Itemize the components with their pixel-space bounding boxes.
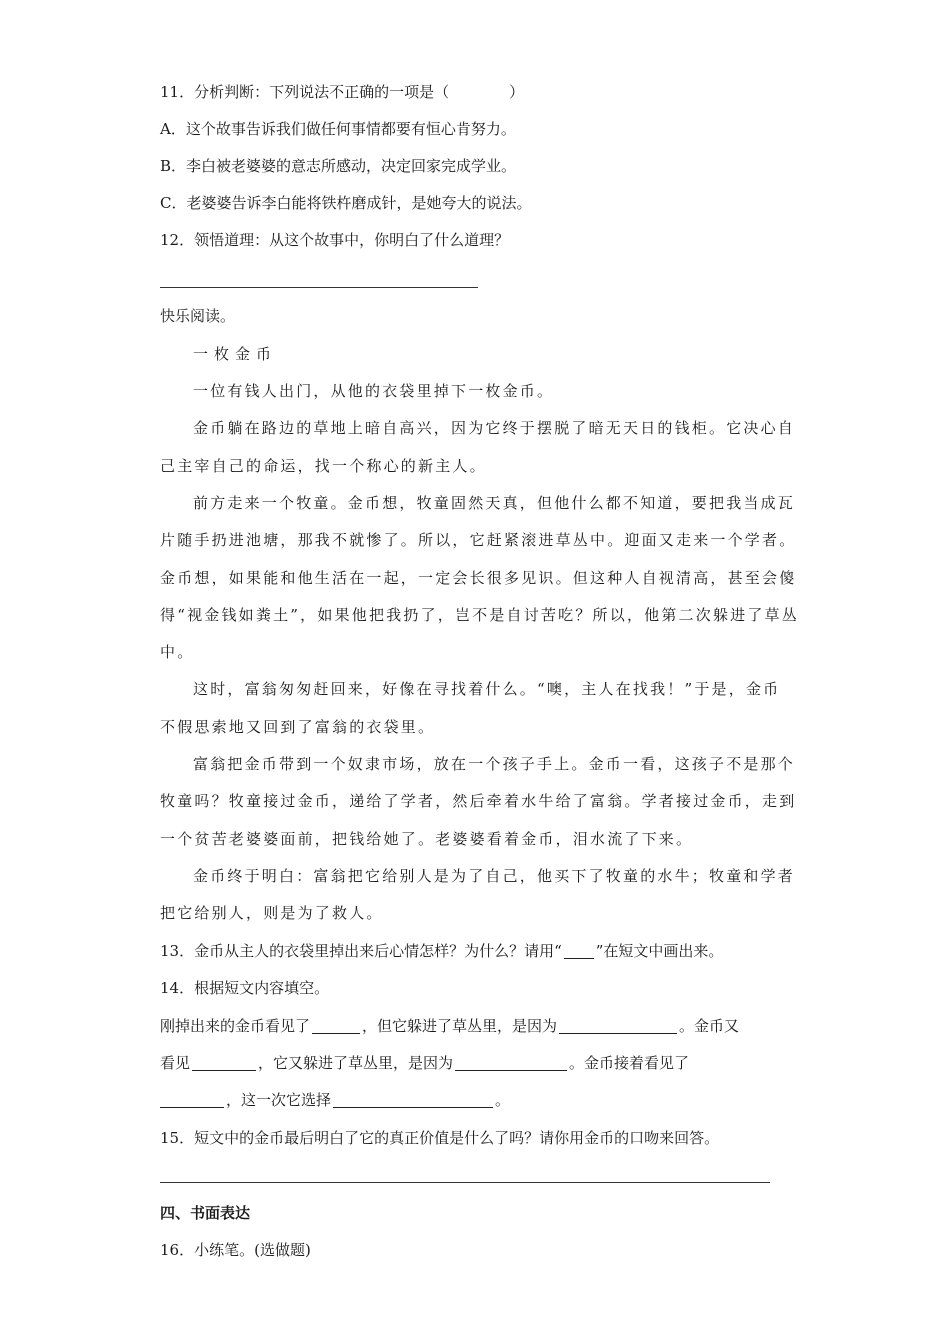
story-line: 富翁把金币带到一个奴隶市场，放在一个孩子手上。金币一看，这孩子不是那个 — [193, 755, 796, 773]
reading-intro: 快乐阅读。 — [160, 307, 236, 325]
question-15-answer-line[interactable] — [160, 1182, 770, 1183]
question-11-stem: 11．分析判断：下列说法不正确的一项是（ ） — [160, 83, 525, 101]
question-14-line-1 — [160, 1015, 739, 1036]
blank-saw-second[interactable] — [192, 1055, 256, 1071]
question-13-text-before: 13．金币从主人的衣袋里掉出来后心情怎样？为什么？请用“ — [160, 942, 562, 960]
question-14-line-2 — [160, 1052, 689, 1073]
story-line: 己主宰自己的命运，找一个称心的新主人。 — [160, 457, 487, 475]
blank-saw-third[interactable] — [160, 1092, 224, 1108]
fill-text: 刚掉出来的金币看见了 — [160, 1017, 311, 1035]
story-line: 中。 — [160, 643, 195, 661]
question-14-stem: 14．根据短文内容填空。 — [160, 979, 330, 997]
story-line: 金币终于明白：富翁把它给别人是为了自己，他买下了牧童的水牛；牧童和学者 — [193, 867, 796, 885]
question-11-option-b[interactable]: B．李白被老婆婆的意志所感动，决定回家完成学业。 — [160, 157, 517, 175]
blank-reason-second[interactable] — [455, 1055, 567, 1071]
fill-text: 。金币接着看见了 — [569, 1054, 690, 1072]
question-16-stem: 16．小练笔。(选做题) — [160, 1241, 311, 1259]
fill-text: ，这一次它选择 — [226, 1091, 332, 1109]
story-line: 这时，富翁匆匆赶回来，好像在寻找着什么。“噢，主人在找我！”于是，金币 — [193, 680, 781, 698]
story-line: 金币想，如果能和他生活在一起，一定会长很多见识。但这种人自视清高，甚至会傻 — [160, 569, 797, 587]
question-11-option-a[interactable]: A．这个故事告诉我们做任何事情都要有恒心肯努力。 — [160, 120, 516, 138]
story-line: 把它给别人，则是为了救人。 — [160, 904, 384, 922]
question-11-option-c[interactable]: C．老婆婆告诉李白能将铁杵磨成针，是她夸大的说法。 — [160, 194, 532, 212]
fill-text: 看见 — [160, 1054, 191, 1072]
fill-text: 。金币又 — [679, 1017, 740, 1035]
story-line: 片随手扔进池塘，那我不就惨了。所以，它赶紧滚进草丛中。迎面又走来一个学者。 — [160, 531, 797, 549]
story-line: 不假思索地又回到了富翁的衣袋里。 — [160, 718, 436, 736]
section-4-heading: 四、书面表达 — [160, 1205, 251, 1222]
story-line: 得“视金钱如粪土”，如果他把我扔了，岂不是自讨苦吃？所以，他第二次躲进了草丛 — [160, 606, 799, 624]
story-title: 一枚金币 — [193, 345, 278, 363]
fill-text: ，它又躲进了草丛里，是因为 — [258, 1054, 454, 1072]
story-line: 一位有钱人出门，从他的衣袋里掉下一枚金币。 — [193, 382, 555, 400]
question-14-line-3 — [160, 1089, 510, 1110]
question-13-text-after: ”在短文中画出来。 — [595, 942, 724, 960]
story-line: 前方走来一个牧童。金币想，牧童固然天真，但他什么都不知道，要把我当成瓦 — [193, 494, 796, 512]
blank-choice[interactable] — [333, 1092, 493, 1108]
fill-text: 。 — [495, 1091, 511, 1109]
question-13-stem — [160, 940, 723, 961]
blank-saw-first[interactable] — [312, 1018, 360, 1034]
question-12-answer-line[interactable] — [160, 287, 478, 288]
story-line: 牧童吗？牧童接过金币，递给了学者，然后牵着水牛给了富翁。学者接过金币，走到 — [160, 792, 797, 810]
question-12-stem: 12．领悟道理：从这个故事中，你明白了什么道理？ — [160, 231, 510, 249]
question-13-underline-sample — [564, 943, 594, 959]
blank-reason-first[interactable] — [559, 1018, 677, 1034]
fill-text: ，但它躲进了草丛里，是因为 — [362, 1017, 558, 1035]
question-15-stem: 15．短文中的金币最后明白了它的真正价值是什么了吗？请你用金币的口吻来回答。 — [160, 1129, 720, 1147]
story-line: 一个贫苦老婆婆面前，把钱给她了。老婆婆看着金币，泪水流了下来。 — [160, 830, 694, 848]
story-line: 金币躺在路边的草地上暗自高兴，因为它终于摆脱了暗无天日的钱柜。它决心自 — [193, 419, 796, 437]
